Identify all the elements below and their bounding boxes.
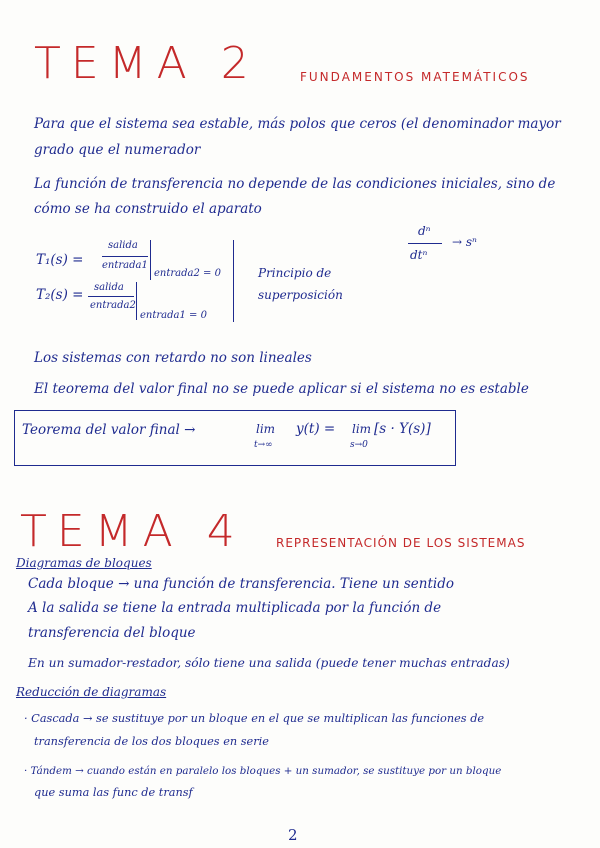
superposition-line-1: Principio de (258, 266, 332, 280)
t1-denominator: entrada1 (102, 260, 148, 271)
box-limit-1-sub: t→∞ (254, 440, 273, 450)
box-limit-1: lim (256, 422, 276, 436)
superposition-brace (233, 240, 234, 322)
box-yt: y(t) = (296, 421, 336, 437)
t1-numerator: salida (108, 240, 138, 251)
tema2-subtitle: FUNDAMENTOS MATEMÁTICOS (300, 70, 530, 84)
section-diagramas-de-bloques: Diagramas de bloques (16, 556, 152, 570)
deriv-numerator: dⁿ (418, 224, 431, 238)
box-expression: [s · Y(s)] (374, 421, 431, 437)
t2-evaluation-bar (136, 282, 137, 320)
tema2-line-5: Los sistemas con retardo no son lineales (34, 350, 312, 366)
bullet-tandem-line-2: que suma las func de transf (34, 786, 193, 799)
superposition-line-2: superposición (258, 288, 343, 302)
tema4-line-3: transferencia del bloque (28, 625, 196, 641)
deriv-arrow: → sⁿ (452, 235, 477, 249)
t2-numerator: salida (94, 282, 124, 293)
bullet-tandem-line-1: · Tándem → cuando están en paralelo los bloques + un sumador, se sustituye por un bloque (24, 765, 502, 777)
tema4-subtitle: REPRESENTACIÓN DE LOS SISTEMAS (276, 536, 526, 550)
tema2-line-4: cómo se ha construido el aparato (34, 201, 262, 217)
bullet-cascada-line-2: transferencia de los dos bloques en serie (34, 735, 269, 748)
deriv-fraction-bar (408, 243, 442, 244)
section-reduccion-de-diagramas: Reducción de diagramas (16, 685, 167, 699)
tema2-line-3: La función de transferencia no depende de las condiciones iniciales, sino de (34, 176, 556, 192)
bullet-cascada-line-1: · Cascada → se sustituye por un bloque en el que se multiplican las funciones de (24, 712, 485, 725)
tema4-line-1: Cada bloque → una función de transferencia. Tiene un sentido (28, 576, 454, 592)
tema4-line-2: A la salida se tiene la entrada multiplicada por la función de (28, 600, 442, 616)
tema2-line-2: grado que el numerador (34, 142, 201, 158)
t2-fraction-bar (88, 296, 134, 297)
t2-denominator: entrada2 (90, 300, 136, 311)
t1-label: T₁(s) = (36, 252, 84, 268)
box-limit-2-sub: s→0 (350, 440, 368, 450)
tema4-title: TEMA 4 (20, 506, 245, 557)
box-limit-2: lim (352, 422, 372, 436)
tema2-line-1: Para que el sistema sea estable, más polos que ceros (el denominador mayor (34, 116, 561, 132)
t2-condition: entrada1 = 0 (140, 310, 207, 321)
deriv-denominator: dtⁿ (410, 248, 428, 262)
tema4-line-4: En un sumador-restador, sólo tiene una salida (puede tener muchas entradas) (28, 656, 510, 670)
tema2-line-6: El teorema del valor final no se puede aplicar si el sistema no es estable (34, 381, 529, 397)
t1-condition: entrada2 = 0 (154, 268, 221, 279)
t1-fraction-bar (102, 256, 148, 257)
final-value-theorem-box (14, 410, 456, 466)
page-number: 2 (288, 826, 298, 844)
t1-evaluation-bar (150, 240, 151, 280)
box-label: Teorema del valor final → (22, 422, 196, 438)
tema2-title: TEMA 2 (34, 38, 259, 89)
t2-label: T₂(s) = (36, 287, 84, 303)
